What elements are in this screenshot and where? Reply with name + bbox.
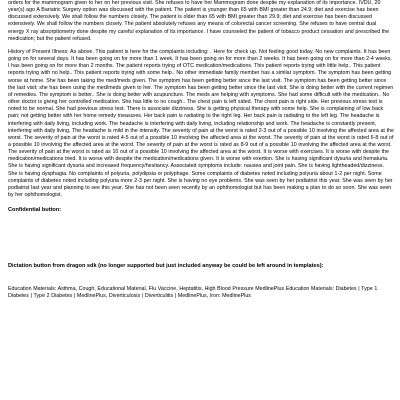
education-materials-paragraph: Education Materials: Asthma, Cough, Educational Material, Flu Vaccine, Heptatitis, High Blood Pressure MedlinePlus Education Materials: Diabetes | Type 1 Diabetes | Type 2 Diabetes | MedlinePlus, Diverticulosis | Diverticulitis | MedlinePlus, Iron: MedlinePlus xyxy=(8,285,378,299)
confidential-button-label: Confidential button: xyxy=(8,207,62,214)
dictation-button-label: Dictation button from dragon sdk (no longer supported but just included anyway be could be left around in templates): xyxy=(8,263,324,270)
intro-paragraph: orders for the mammogram given to her on her previous visit. She refuses to have her Mammogram done despite my explanation of its importance. IVDU, 20 year(s) ago A Bariatric Surgery option was discussed with the patient. The patient is younger than 65 with BMI greater than 24.9; diet and exercise has been discussed extensively. We shall follow the numbers closely. The patient is older than 65 with BMI greater than 29.9; diet and exercise has been discussed extensively. We shall follow the numbers closely. The patient absolutely refuses any means of colorectal cancer screening. She refuses to have central dual energy X ray absorptiometry done despite my careful explanation of its importance. I have counseled the patient of tobacco product cessation and prescribed the medication; but the patient refused. xyxy=(8,0,390,42)
history-of-present-illness-paragraph: History of Present Illness: As above. This patient is here for the complaints including: . Here for check up. Not feeling good today. No new complaints. It has been going on for several days. It has been going on for more than 1 week. It has been going on for more than 2 weeks. It has been going on for more than 2-4 weeks. I has been going on for more than 2 months. The patient reports trying of OTC medication/medications. This patient reports trying with little help.. This patient reports trying with no help.. This patient reports trying with some help.. No other immediate family member has a similar symptom. The symptom has been getting worse at home. She has been taking the med/meds given. The symptom has been getting better since the last visit. The symptom has been getting better since the last visit; she has been using the med/meds given to her. The symptom has been getting better since the last visit. She is doing better with the current regimen of remedies. The symptom is better.. She is doing better with acupuncture. The meds are helping with symptoms. She had some difficult with the medication.. No other doctor is giving her controlled medication. She has little to no cough.. The chest pain is left sided. The chest pain is right side. Her previous stress test is noted to be normal. She had previous stress test. There is associate dizziness. She is getting physical therapy with some help. She is complaining of low back pain; not getting better with her home remedy measures. Her back pain is radiating to the right leg. Her back pain is radiating to the left leg. The headache is interfering with daily living, including work. The headache is interfering with daily living, including relationship and work. The headache is constantly present, interfering with daily living. The headache is mild in the intensity. The severity of pain at the worst is rated 2-3 out of a possible 10 involving the affected area at the worst. The severity of pain at the worst is rated 4-5 out of a possible 10 involving the affected area at the worst. The severity of pain at the worst is rated 6-8 out of a possible 10 involving the affected area at the worst. The severity of pain at the worst is rated as 8-9 out of a possible 10 involving the affected area at the worst. The severity of pain at the worst is rated as 10 out of a possible 10 involving the affected area at the worst. It is worse with exercises. It is worse with despite the medication/medications tried. It is worse with despite the medication/medications given. It is worse with exertion. She is having significant dysuria and hematuria. She is having significant dysuria and increased frequency/hesitancy. Associated symptoms include: nausea and joint pain. She is having lightheaded/dizziness. She is having dysphagia. No complaints of polyuria, polydipsia or polyphage. Some complaints of diabetes noted including polyuria about 1-2 per night. Some complaints of diabetes noted including polyuria more 2-3 per night. She is having no eye problems. She was seen by her podiatrist this year. She was seen by her podiatrist last year and planning to see this year. She has not been seen recently by an ophthomologist but has been making a plan to do so soon. She was seen by her ophthomologist. xyxy=(8,48,394,199)
